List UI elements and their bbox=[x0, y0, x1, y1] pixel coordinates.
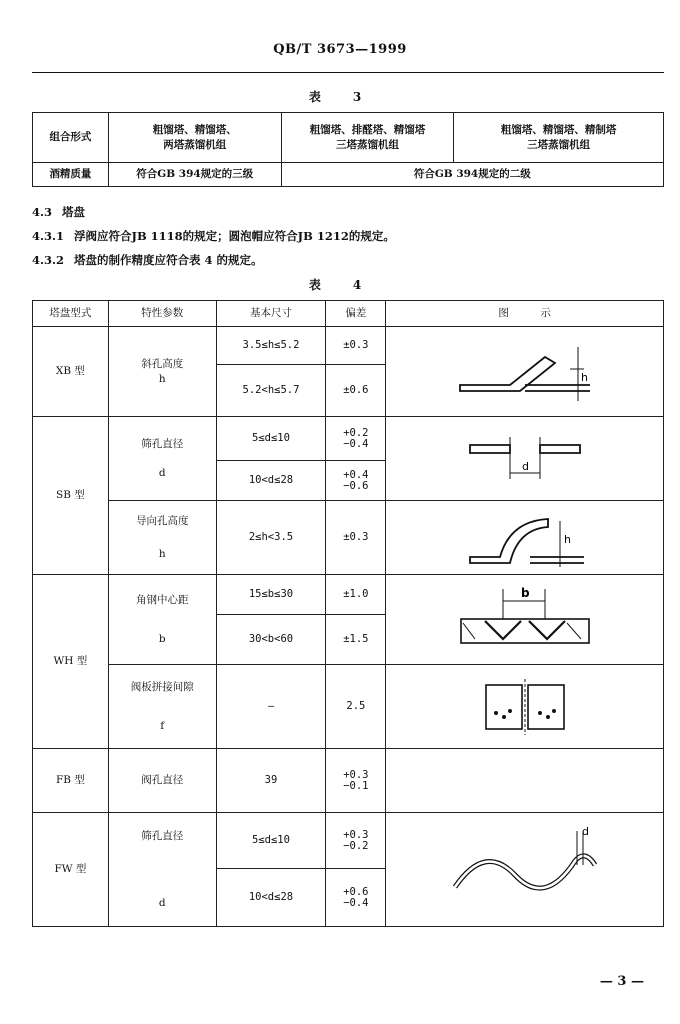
param-symbol: d bbox=[158, 896, 166, 909]
deviation: 2.5 bbox=[326, 665, 386, 749]
table4-header: 图 示 bbox=[386, 301, 664, 327]
xb-slanted-hole-diagram bbox=[450, 337, 600, 407]
figure-fb-empty bbox=[386, 749, 664, 813]
basic-size: 10<d≤28 bbox=[216, 869, 326, 927]
param-name: 阀孔直径 bbox=[108, 749, 216, 813]
fig-label-h: h bbox=[580, 370, 588, 384]
clause-4-3-1 bbox=[32, 228, 405, 244]
table3-cell: 粗馏塔、精馏塔、精制塔 三塔蒸馏机组 bbox=[454, 113, 664, 163]
table3-cell: 符合GB 394规定的三级 bbox=[108, 163, 281, 187]
table-row bbox=[33, 327, 664, 365]
table3-cell: 粗馏塔、精馏塔、 两塔蒸馏机组 bbox=[108, 113, 281, 163]
deviation: +0.2 −0.4 bbox=[326, 417, 386, 461]
basic-size: — bbox=[216, 665, 326, 749]
table3-cell: 粗馏塔、排醛塔、精馏塔 三塔蒸馏机组 bbox=[281, 113, 454, 163]
fw-corrugated-tray-diagram bbox=[445, 825, 605, 915]
clause-number: 4.3.2 bbox=[32, 253, 65, 267]
table4-header: 偏差 bbox=[326, 301, 386, 327]
sb-sieve-hole-diagram bbox=[465, 429, 585, 489]
fig-label-d: d bbox=[581, 824, 589, 838]
table-row bbox=[33, 665, 664, 749]
basic-size: 10<d≤28 bbox=[216, 461, 326, 501]
deviation: +0.6 −0.4 bbox=[326, 869, 386, 927]
clause-text: 塔盘的制作精度应符合表 4 的规定。 bbox=[74, 253, 263, 267]
param-cell bbox=[108, 665, 216, 749]
param-name: 斜孔高度 bbox=[141, 357, 184, 370]
param-symbol: b bbox=[158, 632, 166, 645]
param-symbol: f bbox=[160, 719, 165, 732]
fig-label-b: b bbox=[520, 585, 530, 600]
basic-size: 5≤d≤10 bbox=[216, 813, 326, 869]
fig-label-h: h bbox=[563, 532, 571, 546]
param-cell bbox=[108, 327, 216, 417]
section-title: 塔盘 bbox=[62, 205, 86, 219]
clause-text: 浮阀应符合JB 1118的规定；圆泡帽应符合JB 1212的规定。 bbox=[74, 229, 395, 243]
table3-row-quality bbox=[33, 163, 664, 187]
figure-sb-guide bbox=[386, 501, 664, 575]
table3 bbox=[32, 112, 664, 187]
deviation: ±1.5 bbox=[326, 615, 386, 665]
deviation: ±0.6 bbox=[326, 365, 386, 417]
table4-header-row bbox=[33, 301, 664, 327]
figure-sb-sieve bbox=[386, 417, 664, 501]
table-row bbox=[33, 417, 664, 461]
figure-wh-angle bbox=[386, 575, 664, 665]
table3-cell: 符合GB 394规定的二级 bbox=[281, 163, 663, 187]
standard-code-header: QB/T 3673—1999 bbox=[273, 42, 407, 57]
table3-row-combination bbox=[33, 113, 664, 163]
basic-size: 3.5≤h≤5.2 bbox=[216, 327, 326, 365]
tray-type: FB 型 bbox=[33, 749, 109, 813]
table4 bbox=[32, 300, 664, 927]
param-cell bbox=[108, 417, 216, 501]
clause-4-3-2 bbox=[32, 252, 273, 268]
param-cell bbox=[108, 575, 216, 665]
table4-header: 特性参数 bbox=[108, 301, 216, 327]
tray-type: SB 型 bbox=[33, 417, 109, 575]
basic-size: 5.2<h≤5.7 bbox=[216, 365, 326, 417]
param-symbol: d bbox=[158, 466, 166, 479]
basic-size: 30<b<60 bbox=[216, 615, 326, 665]
deviation: ±0.3 bbox=[326, 501, 386, 575]
param-name: 筛孔直径 bbox=[141, 829, 184, 842]
deviation: +0.4 −0.6 bbox=[326, 461, 386, 501]
deviation: ±1.0 bbox=[326, 575, 386, 615]
param-name: 角钢中心距 bbox=[135, 593, 189, 606]
table-row bbox=[33, 813, 664, 869]
wh-angle-steel-diagram bbox=[455, 583, 595, 657]
page-number: — 3 — bbox=[599, 974, 644, 989]
section-4-3 bbox=[32, 204, 95, 220]
clause-number: 4.3.1 bbox=[32, 229, 65, 243]
param-cell bbox=[108, 813, 216, 927]
sb-guide-hole-diagram bbox=[460, 507, 590, 569]
wh-valve-plate-gap-diagram bbox=[480, 677, 570, 737]
param-symbol: h bbox=[158, 372, 166, 385]
header-rule bbox=[32, 72, 664, 73]
table4-header: 基本尺寸 bbox=[216, 301, 326, 327]
deviation: +0.3 −0.1 bbox=[326, 749, 386, 813]
deviation: +0.3 −0.2 bbox=[326, 813, 386, 869]
figure-xb bbox=[386, 327, 664, 417]
table4-header: 塔盘型式 bbox=[33, 301, 109, 327]
param-name: 导向孔高度 bbox=[135, 514, 189, 527]
basic-size: 2≤h<3.5 bbox=[216, 501, 326, 575]
basic-size: 15≤b≤30 bbox=[216, 575, 326, 615]
figure-fw bbox=[386, 813, 664, 927]
tray-type: FW 型 bbox=[33, 813, 109, 927]
fig-label-d: d bbox=[521, 459, 529, 473]
table4-caption: 表 4 bbox=[308, 278, 372, 292]
table-row bbox=[33, 749, 664, 813]
param-symbol: h bbox=[158, 547, 166, 560]
param-cell bbox=[108, 501, 216, 575]
table3-caption: 表 3 bbox=[308, 90, 372, 104]
tray-type: XB 型 bbox=[33, 327, 109, 417]
table3-label: 组合形式 bbox=[33, 113, 109, 163]
param-name: 筛孔直径 bbox=[141, 437, 184, 450]
tray-type: WH 型 bbox=[33, 575, 109, 749]
figure-wh-gap bbox=[386, 665, 664, 749]
basic-size: 5≤d≤10 bbox=[216, 417, 326, 461]
deviation: ±0.3 bbox=[326, 327, 386, 365]
param-name: 阀板拼接间隙 bbox=[130, 680, 194, 693]
table-row bbox=[33, 501, 664, 575]
section-number: 4.3 bbox=[32, 205, 53, 219]
basic-size: 39 bbox=[216, 749, 326, 813]
table3-label: 酒精质量 bbox=[33, 163, 109, 187]
table-row bbox=[33, 575, 664, 615]
